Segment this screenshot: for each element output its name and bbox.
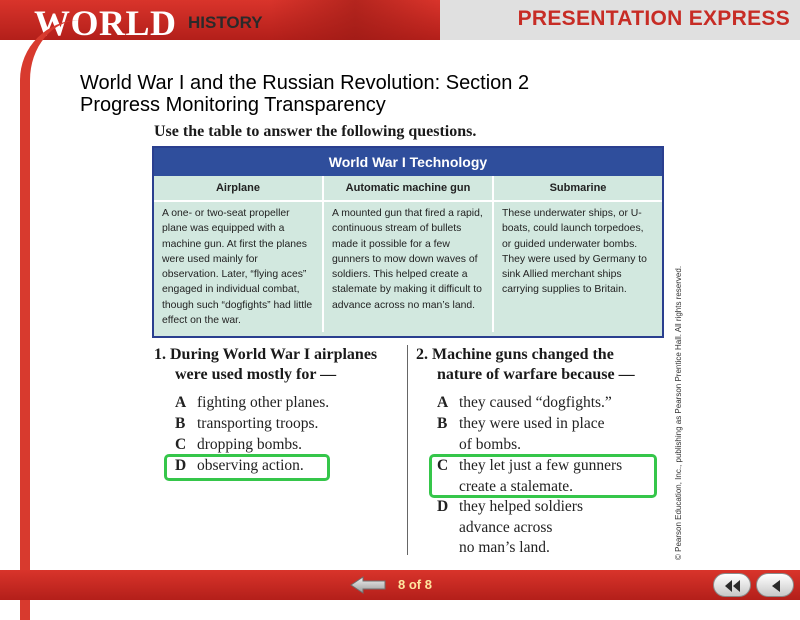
previous-icon xyxy=(766,579,786,593)
option-text-line2: create a stalemate. xyxy=(459,477,574,495)
answer-highlight-q2 xyxy=(429,454,657,498)
option-letter: A xyxy=(175,394,187,411)
rewind-icon xyxy=(723,579,743,593)
question-2-number: 2. xyxy=(416,346,428,363)
product-title: PRESENTATION EXPRESS xyxy=(517,7,790,30)
question-2-stem xyxy=(416,345,635,385)
table-title: World War I Technology xyxy=(154,148,662,176)
option-text-line2: of bombs. xyxy=(459,435,521,453)
back-arrow-icon[interactable] xyxy=(349,575,387,595)
column-header-airplane: Airplane xyxy=(154,176,324,202)
question-2-option-d xyxy=(437,497,583,559)
question-1-stem xyxy=(154,345,377,385)
answer-highlight-q1 xyxy=(164,454,330,481)
question-2-stem-line2: nature of warfare because — xyxy=(437,366,635,383)
question-2-stem-line1: Machine guns changed the xyxy=(432,346,614,363)
table-body-row xyxy=(154,202,662,332)
question-1-stem-line1: During World War I airplanes xyxy=(170,346,378,363)
option-text: fighting other planes. xyxy=(197,394,330,411)
previous-button[interactable] xyxy=(756,573,794,597)
instructions: Use the table to answer the following questions. xyxy=(154,123,477,140)
question-1-option-b xyxy=(175,414,318,435)
option-text-line1: they helped soldiers xyxy=(459,498,583,515)
slide-title xyxy=(80,72,529,116)
option-text: they caused “dogfights.” xyxy=(459,394,612,411)
question-2-option-a xyxy=(437,393,612,414)
table-header-row xyxy=(154,176,662,202)
column-header-machine-gun: Automatic machine gun xyxy=(324,176,494,202)
question-1-number: 1. xyxy=(154,346,166,363)
rewind-button[interactable] xyxy=(713,573,751,597)
column-header-submarine: Submarine xyxy=(494,176,662,202)
question-1-option-c xyxy=(175,435,302,456)
option-text-line2: advance across xyxy=(459,518,553,536)
logo-world: WORLD xyxy=(34,3,177,43)
question-2-option-b xyxy=(437,414,604,455)
option-text-line3: no man’s land. xyxy=(459,539,550,556)
option-letter: D xyxy=(437,498,449,515)
cell-submarine: These underwater ships, or U-boats, could launch torpedoes, or guided underwater bombs. They were used by Germany to sink Allied merchant ships carrying supplies to Britain. xyxy=(502,208,647,296)
cell-machine-gun: A mounted gun that fired a rapid, continuous stream of bullets made it possible for a few gunners to mow down waves of soldiers. This helped create a stalemate by making it difficult to advance across no man’s land. xyxy=(324,202,494,332)
question-1-option-a xyxy=(175,393,329,414)
option-text-line1: they were used in place xyxy=(459,415,605,432)
option-letter: B xyxy=(175,415,186,432)
technology-table xyxy=(152,146,664,338)
option-letter: C xyxy=(437,457,449,474)
option-text: dropping bombs. xyxy=(197,436,303,453)
option-text: transporting troops. xyxy=(197,415,319,432)
option-letter: D xyxy=(175,457,187,474)
question-divider xyxy=(407,345,408,555)
slide-title-line2: Progress Monitoring Transparency xyxy=(80,94,386,116)
option-text: observing action. xyxy=(197,457,304,474)
slide-title-line1: World War I and the Russian Revolution: Section 2 xyxy=(80,72,530,94)
option-letter: A xyxy=(437,394,449,411)
question-1-stem-line2: were used mostly for — xyxy=(175,366,337,383)
copyright-notice: © Pearson Education, Inc., publishing as Pearson Prentice Hall. All rights reserved. xyxy=(674,265,683,560)
option-text-line1: they let just a few gunners xyxy=(459,457,623,474)
header-decoration xyxy=(270,0,440,40)
logo-history: HISTORY xyxy=(188,13,263,32)
option-letter: B xyxy=(437,415,448,432)
page-indicator: 8 of 8 xyxy=(398,577,432,592)
cell-airplane: A one- or two-seat propeller plane was equipped with a machine gun. At first the planes were used mainly for observation. Later, “flying aces” engaged in individual combat, though such “dogfights” had little effect on the war. xyxy=(154,202,324,332)
option-letter: C xyxy=(175,436,187,453)
